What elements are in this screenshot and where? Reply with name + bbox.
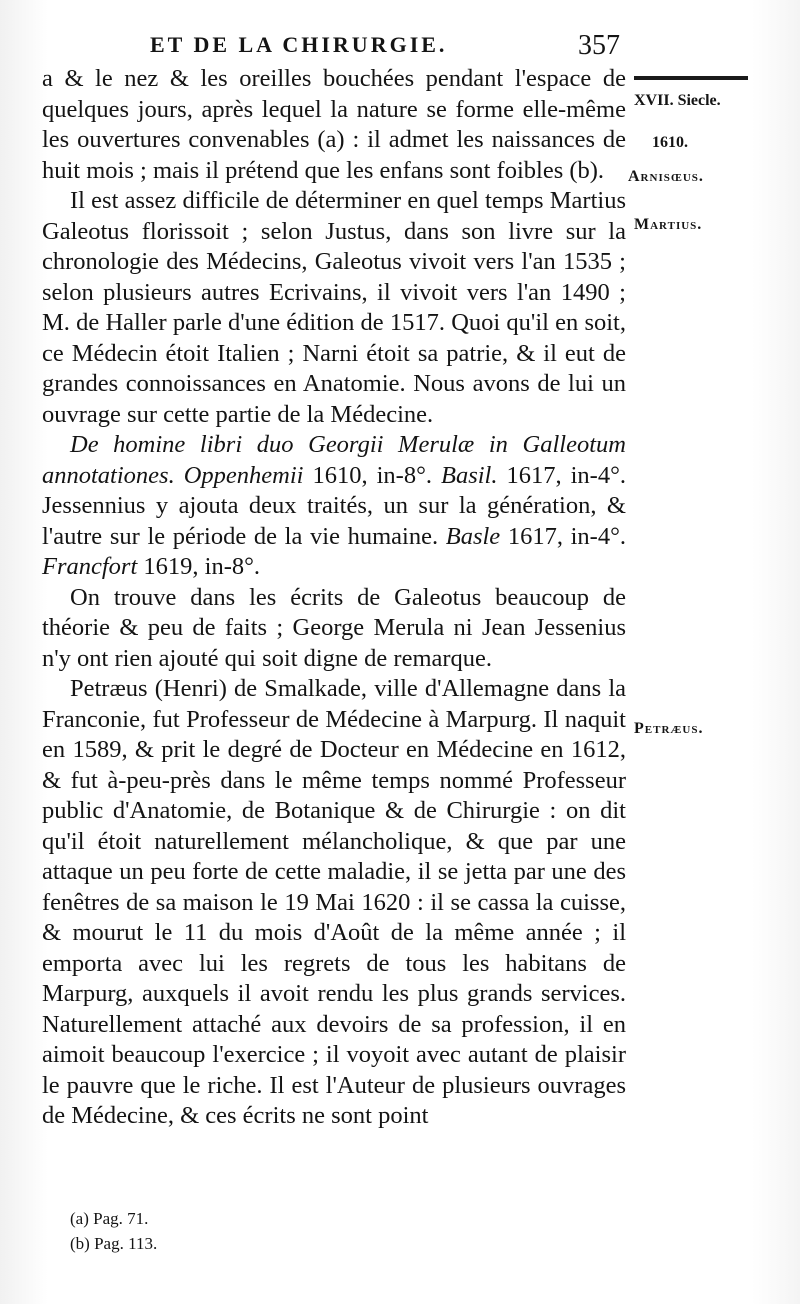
margin-note-martius: Martius. — [634, 216, 703, 233]
paragraph-1: a & le nez & les oreilles bouchées pendant l'espace de quelques jours, après lequel la nature se forme elle-même les ouvertures convenables (a) : il admet les naissances de huit mois ; mais il prétend que les enfans sont foibles (b). — [42, 65, 626, 184]
paragraph-4: On trouve dans les écrits de Galeotus beaucoup de théorie & peu de faits ; George Merula ni Jean Jessenius n'y ont rien ajouté qui soit digne de remarque. — [42, 583, 626, 672]
page-number: 357 — [578, 30, 620, 61]
paragraph-2: Il est assez difficile de déterminer en quel temps Martius Galeotus florissoit ; selon Justus, dans son livre sur la chronologie des Médecins, Galeotus vivoit vers l'an 1535 ; selon plusieurs autres Ecrivains, il vivoit vers l'an 1490 ; M. de Haller parle d'une édition de 1517. Quoi qu'il en soit, ce Médecin étoit Italien ; Narni étoit sa patrie, & il eut de grandes connoissances en Anatomie. Nous avons de lui un ouvrage sur cette partie de la Médecine. — [42, 187, 626, 428]
footnote-a: (a) Pag. 71. — [70, 1209, 149, 1228]
paragraph-5: Petræus (Henri) de Smalkade, ville d'Allemagne dans la Franconie, fut Professeur de Médecine à Marpurg. Il naquit en 1589, & prit le degré de Docteur en Médecine en 1612, & fut à-peu-près dans le même temps nommé Professeur public d'Anatomie, de Botanique & de Chirurgie : on dit qu'il étoit naturellement mélancholique, & que par une attaque un peu forte de cette maladie, il se jetta par une des fenêtres de sa maison le 19 Mai 1620 : il se cassa la cuisse, & mourut le 11 du mois d'Août de la même année ; il emporta avec lui les regrets de tous les habitans de Marpurg, auxquels il avoit rendu les plus grands services. Naturellement attaché aux devoirs de sa profession, il en aimoit beaucoup l'exercice ; il voyoit avec autant de plaisir le pauvre que le riche. Il est l'Auteur de plusieurs ouvrages de Médecine, & ces écrits ne sont point — [42, 675, 626, 1129]
margin-note-arnisoeus: Arnisœus. — [628, 168, 704, 185]
place-basil: Basil. — [441, 461, 498, 489]
place-basle: Basle — [445, 522, 501, 550]
edition-1: 1610, in-8°. — [303, 461, 441, 489]
body-text — [42, 64, 626, 1132]
footnote-b: (b) Pag. 113. — [70, 1234, 158, 1253]
margin-note-year: 1610. — [652, 134, 688, 151]
margin-rule — [634, 76, 748, 80]
footnotes — [70, 1206, 157, 1256]
margin-note-century: XVII. Siecle. — [634, 92, 721, 109]
paragraph-3 — [42, 430, 626, 583]
place-francfort: Francfort — [42, 553, 138, 580]
edition-2: 1617, in-4°. Jessennius y ajouta deux traités, un sur la génération, & l'autre sur le période de la vie humaine. — [42, 461, 627, 550]
edition-3: 1617, in-4°. — [500, 522, 627, 550]
margin-note-petraeus: Petræus. — [634, 720, 704, 737]
edition-4: 1619, in-8°. — [137, 553, 261, 580]
running-title: ET DE LA CHIRURGIE. — [150, 32, 448, 57]
book-title: De homine libri duo Georgii Merulæ in Galleotum annotationes. Oppenhemii — [42, 431, 626, 489]
